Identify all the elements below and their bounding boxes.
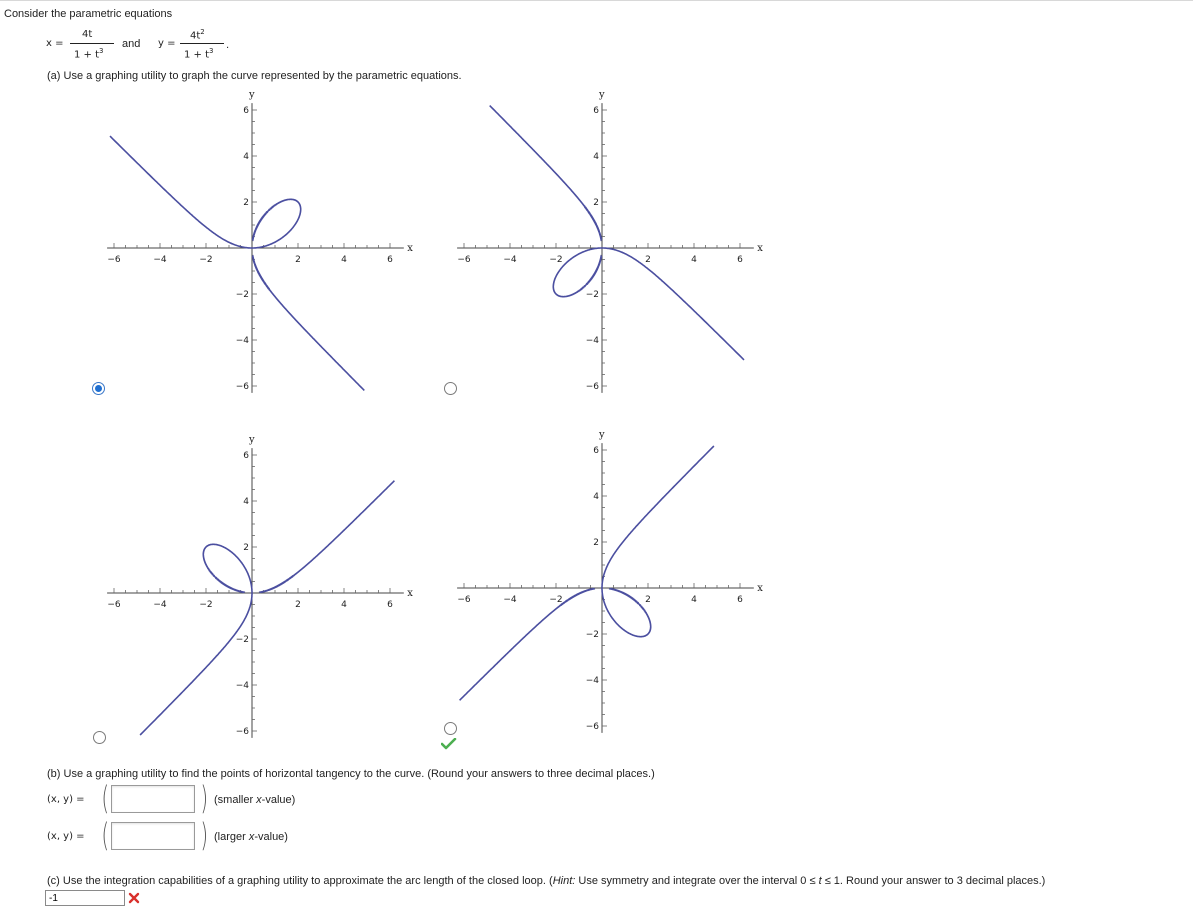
x-tick-label: 4 [691,595,697,605]
x-axis-label: x [757,583,763,594]
y-tick-label: 6 [243,106,249,116]
point-1-close-paren: ) [200,779,208,817]
x-tick-label: 4 [341,600,347,610]
x-tick-label: 2 [645,595,651,605]
y-tick-label: −4 [585,336,599,346]
arc-length-input[interactable] [45,890,125,906]
y-tick-label: 4 [593,152,599,162]
correct-check-icon [441,738,457,750]
graph-option-4 [440,428,770,736]
intro-text: Consider the parametric equations [4,8,173,20]
y-tick-label: −6 [235,727,249,737]
radio-selected-dot [95,385,102,392]
x-denominator: $1 + t^3$ [74,47,104,61]
y-tick-label: 2 [243,198,249,208]
x-axis-label: x [407,243,413,254]
graph-1-radio[interactable] [92,382,105,395]
parametric-curve [490,106,744,360]
x-tick-label: −4 [153,255,167,265]
x-tick-label: 6 [387,255,393,265]
y-tick-label: −6 [585,382,599,392]
point-2-open-paren: ( [101,816,109,854]
point-1-label: (x, y) = [47,794,85,805]
y-axis-label: y [249,434,255,446]
point-1-note: (smaller x-value) [214,794,296,806]
parametric-curve [460,446,714,700]
y-tick-label: 2 [593,538,599,548]
y-fraction-bar [180,43,224,44]
y-tick-label: 2 [593,198,599,208]
point-1-input[interactable] [111,785,195,813]
point-2-close-paren: ) [200,816,208,854]
graph-4-radio[interactable] [444,722,457,735]
y-tick-label: −2 [585,290,599,300]
y-axis-label: y [599,429,605,441]
part-c-prompt: (c) Use the integration capabilities of a graphing utility to approximate the arc length of the closed loop. (Hint: Use symmetry and integrate over the interval 0 ≤ t ≤ 1. Round your answer to 3 decimal places.) [47,875,1046,887]
x-equals-label: x = [46,38,64,49]
y-tick-label: 4 [243,497,249,507]
x-tick-label: −2 [199,255,213,265]
y-tick-label: −4 [235,336,249,346]
y-denominator: $1 + t^3$ [184,47,214,61]
parametric-curve [140,481,394,735]
y-tick-label: −4 [235,681,249,691]
point-2-label: (x, y) = [47,831,85,842]
equation-period: . [226,40,230,51]
y-tick-label: −2 [235,635,249,645]
y-tick-label: 4 [243,152,249,162]
x-tick-label: 4 [691,255,697,265]
y-tick-label: −2 [585,630,599,640]
graph-2-radio[interactable] [444,382,457,395]
incorrect-x-icon [128,892,140,904]
x-tick-label: −4 [153,600,167,610]
x-tick-label: 4 [341,255,347,265]
x-tick-label: −2 [199,600,213,610]
part-a-prompt: (a) Use a graphing utility to graph the curve represented by the parametric equations. [47,70,462,82]
graph-3-radio[interactable] [93,731,106,744]
y-tick-label: −2 [235,290,249,300]
x-tick-label: 6 [737,595,743,605]
x-numerator: 4t [82,29,93,40]
y-numerator: $4t^2$ [190,28,205,42]
x-tick-label: −4 [503,595,517,605]
y-tick-label: 6 [593,106,599,116]
y-tick-label: −6 [235,382,249,392]
x-axis-label: x [407,588,413,599]
y-equals-label: y = [158,38,176,49]
x-tick-label: −6 [457,255,471,265]
graph-option-3 [90,433,420,741]
x-tick-label: −2 [549,255,563,265]
part-b-prompt: (b) Use a graphing utility to find the points of horizontal tangency to the curve. (Round your answers to three decimal places.) [47,768,655,780]
parametric-curve [110,136,364,390]
point-2-input[interactable] [111,822,195,850]
y-tick-label: 2 [243,543,249,553]
y-tick-label: −4 [585,676,599,686]
y-tick-label: −6 [585,722,599,732]
and-text: and [122,38,141,50]
y-tick-label: 6 [593,446,599,456]
x-tick-label: −2 [549,595,563,605]
y-tick-label: 6 [243,451,249,461]
x-axis-label: x [757,243,763,254]
x-tick-label: 2 [295,255,301,265]
x-tick-label: 2 [645,255,651,265]
x-tick-label: 2 [295,600,301,610]
graph-option-2 [440,88,770,396]
x-tick-label: −6 [107,600,121,610]
y-axis-label: y [599,89,605,101]
y-tick-label: 4 [593,492,599,502]
x-tick-label: −6 [457,595,471,605]
point-2-note: (larger x-value) [214,831,288,843]
graph-option-1 [90,88,420,396]
x-tick-label: 6 [387,600,393,610]
point-1-open-paren: ( [101,779,109,817]
x-tick-label: −4 [503,255,517,265]
top-divider [0,0,1193,1]
x-tick-label: 6 [737,255,743,265]
y-axis-label: y [249,89,255,101]
x-fraction-bar [70,43,114,44]
x-tick-label: −6 [107,255,121,265]
